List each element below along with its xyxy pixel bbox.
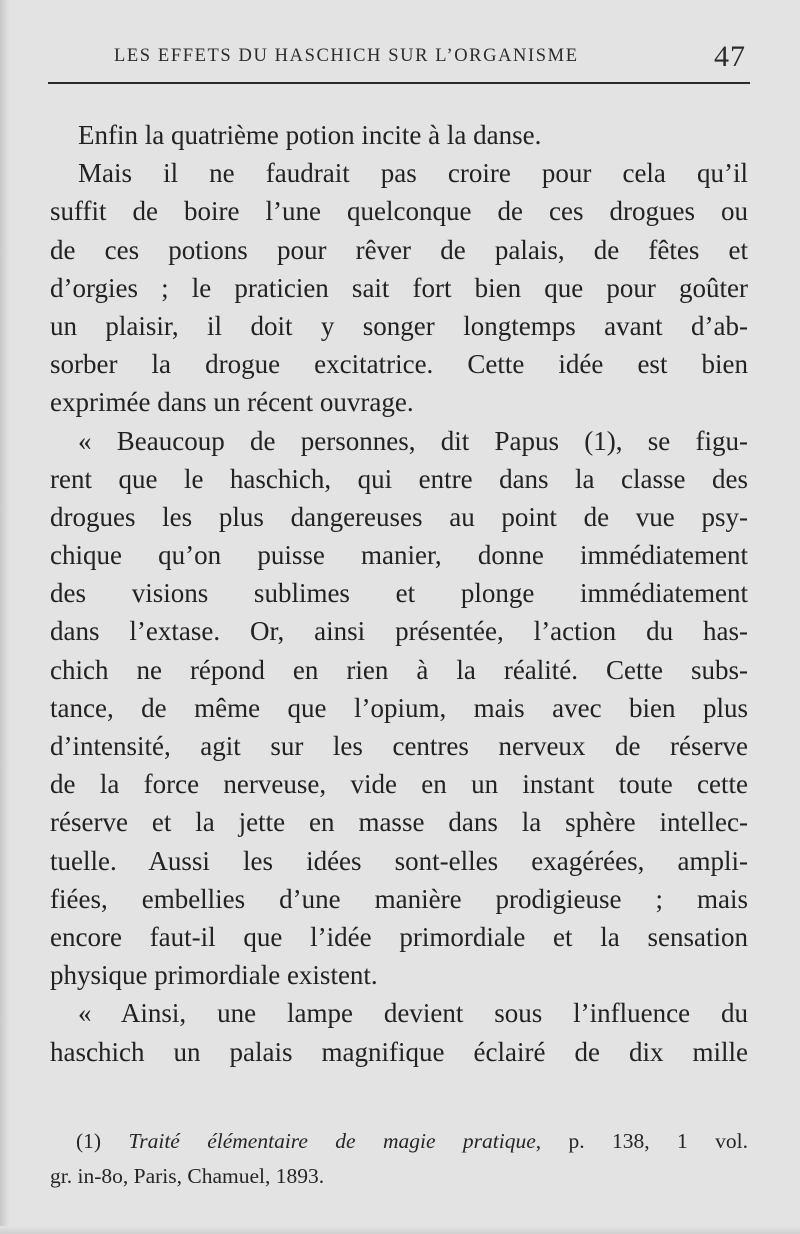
running-head (48, 40, 750, 76)
text-line: des visions sublimes et plonge immédiatement (50, 578, 748, 609)
text-line: suffit de boire l’une quelconque de ces drogues ou (50, 196, 748, 227)
text-line: chich ne répond en rien à la réalité. Cette subs- (50, 654, 748, 685)
text-line: dans l’extase. Or, ainsi présentée, l’action du has- (50, 616, 748, 647)
page-number: 47 (714, 40, 746, 73)
text-line: rent que le haschich, qui entre dans la classe des (50, 463, 748, 494)
text-line: encore faut-il que l’idée primordiale et la sensation (50, 921, 748, 952)
text-line: « Beaucoup de personnes, dit Papus (1), se figu- (78, 425, 748, 456)
text-line: Mais il ne faudrait pas croire pour cela qu’il (78, 158, 748, 189)
text-line: de la force nerveuse, vide en un instant toute cette (50, 769, 748, 800)
text-line: Enfin la quatrième potion incite à la danse. (78, 120, 542, 150)
text-line: tance, de même que l’opium, mais avec bien plus (50, 692, 748, 723)
footnote-reference: , p. 138, 1 vol. (535, 1129, 748, 1153)
running-title: LES EFFETS DU HASCHICH SUR L’ORGANISME (114, 46, 579, 66)
text-line: réserve et la jette en masse dans la sphère intellec- (50, 807, 748, 838)
header-rule (48, 82, 750, 84)
text-line: sorber la drogue excitatrice. Cette idée est bien (50, 349, 748, 380)
text-line: exprimée dans un récent ouvrage. (50, 387, 414, 418)
text-line: de ces potions pour rêver de palais, de fêtes et (50, 234, 748, 265)
text-line: chique qu’on puisse manier, donne immédiatement (50, 540, 748, 571)
page-edge-shadow-bottom (0, 1226, 800, 1234)
text-line: d’orgies ; le praticien sait fort bien que pour goûter (50, 272, 748, 303)
text-line: physique primordiale existent. (50, 960, 378, 991)
text-line: d’intensité, agit sur les centres nerveux de réserve (50, 731, 748, 761)
footnote-line: gr. in-8o, Paris, Chamuel, 1893. (50, 1164, 325, 1188)
text-line: un plaisir, il doit y songer longtemps avant d’ab- (50, 310, 748, 341)
footnote-book-title: Traité élémentaire de magie pratique (128, 1129, 536, 1153)
footnote (50, 1124, 748, 1194)
text-line: « Ainsi, une lampe devient sous l’influence du (78, 998, 748, 1029)
text-line: tuelle. Aussi les idées sont-elles exagérées, ampli- (50, 845, 748, 876)
text-line: haschich un palais magnifique éclairé de dix mille (50, 1036, 748, 1067)
footnote-marker: (1) (76, 1129, 102, 1153)
text-line: fiées, embellies d’une manière prodigieuse ; mais (50, 883, 748, 914)
footnote-line (50, 1124, 748, 1159)
page-edge-shadow-left (0, 0, 10, 1234)
text-line: drogues les plus dangereuses au point de vue psy- (50, 501, 748, 532)
body-text (50, 116, 748, 1071)
